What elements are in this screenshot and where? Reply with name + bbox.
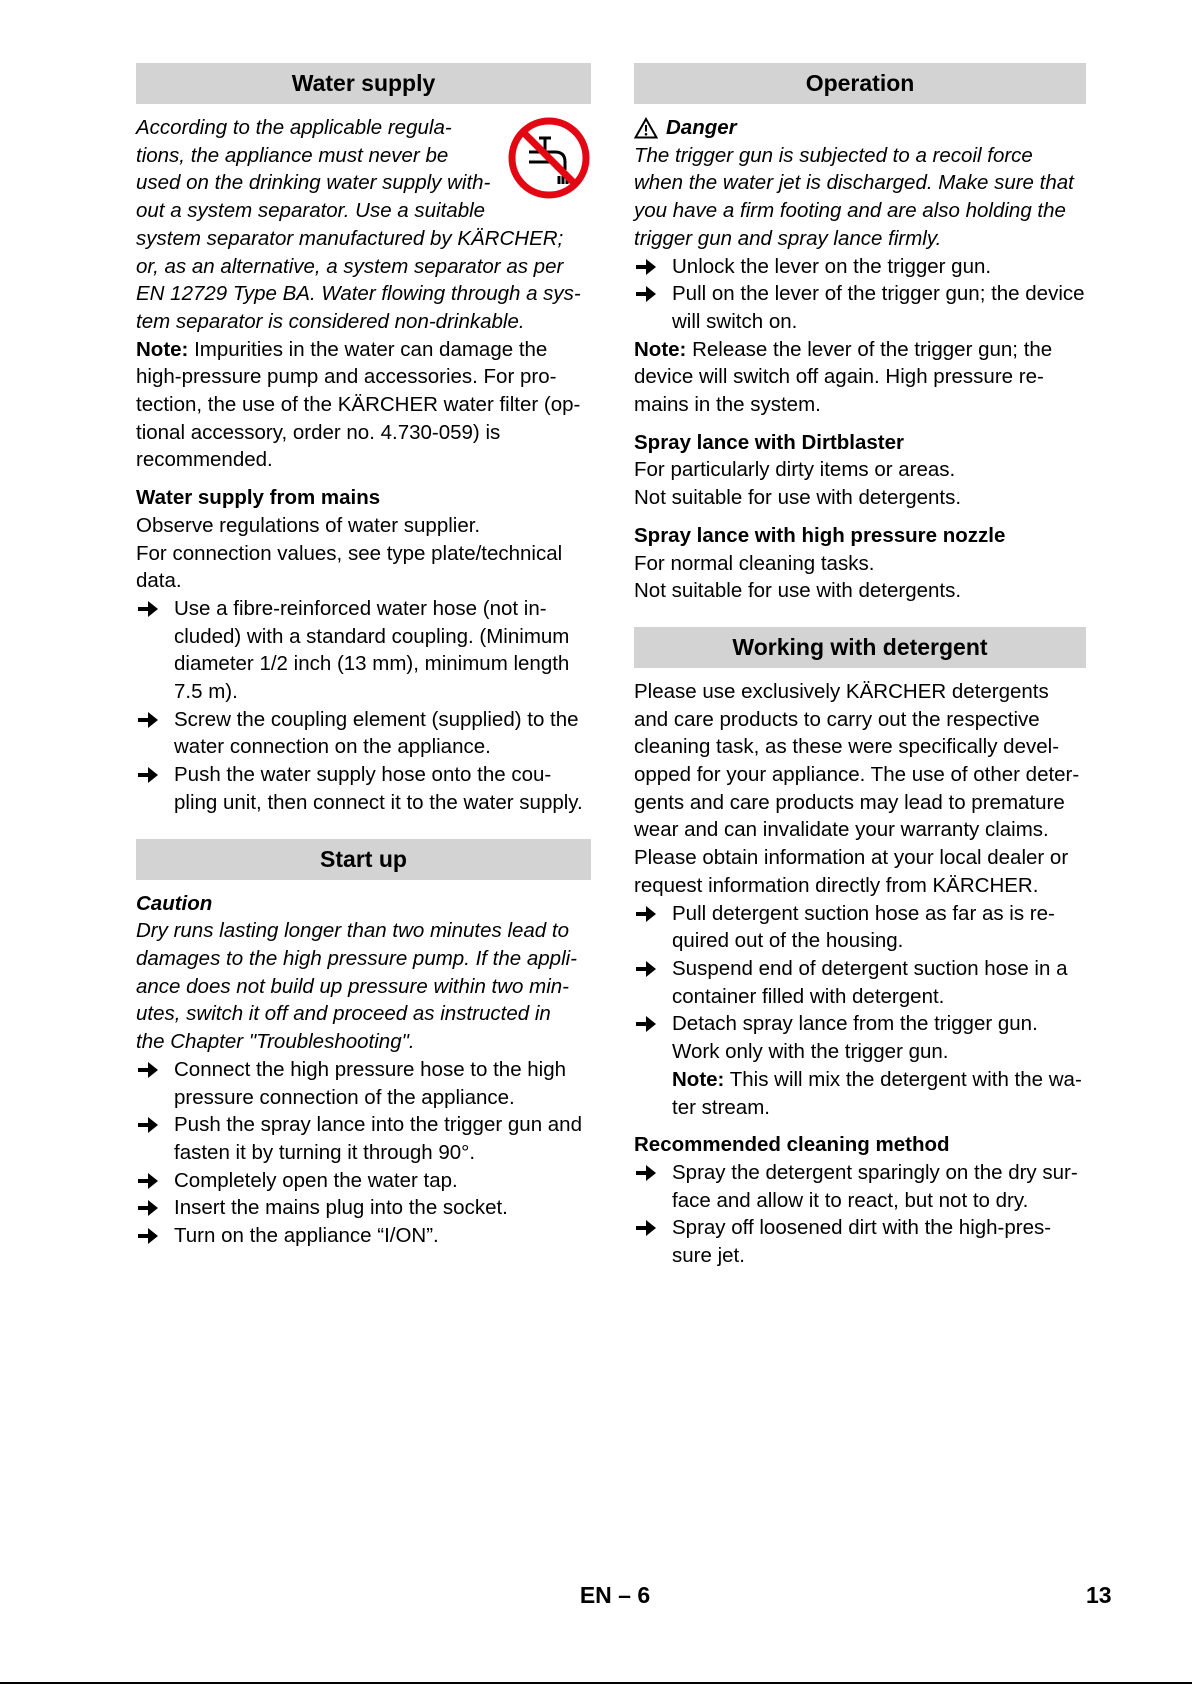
arrow-right-icon	[138, 1116, 158, 1134]
text-line: Push the spray lance into the trigger gun and	[174, 1113, 582, 1137]
text-line: The trigger gun is subjected to a recoil force	[634, 143, 1033, 167]
recommended-subheading: Recommended cleaning method	[634, 1133, 950, 1157]
arrow-right-icon	[138, 711, 158, 729]
text-line: recommended.	[136, 448, 273, 472]
list-item	[634, 1010, 1086, 1121]
text-line: device will switch off again. High pressure re-	[634, 365, 1044, 389]
list-item	[136, 761, 591, 816]
list-item	[136, 706, 591, 761]
text-line: Insert the mains plug into the socket.	[174, 1196, 508, 1220]
text-line: Pull detergent suction hose as far as is re-	[672, 901, 1055, 925]
text-line: quired out of the housing.	[672, 929, 904, 953]
text-line: Dry runs lasting longer than two minutes lead to	[136, 919, 570, 943]
text-line: water connection on the appliance.	[174, 735, 491, 759]
text-line: mains in the system.	[634, 393, 821, 417]
text-line: Release the lever of the trigger gun; the	[686, 337, 1053, 361]
text-line: the Chapter "Troubleshooting".	[136, 1030, 415, 1054]
text-line: cleaning task, as these were specifically devel-	[634, 735, 1060, 759]
text-line: will switch on.	[672, 309, 798, 333]
text-line: tem separator is considered non-drinkable.	[136, 309, 525, 333]
list-item	[634, 253, 1086, 281]
detergent-steps	[634, 900, 1086, 1122]
text-line: ance does not build up pressure within two min-	[136, 974, 570, 998]
text-line: container filled with detergent.	[672, 984, 945, 1008]
text-line: wear and can invalidate your warranty claims.	[634, 818, 1049, 842]
text-line: opped for your appliance. The use of other deter-	[634, 763, 1080, 787]
note-label: Note:	[634, 337, 687, 361]
text-line: pling unit, then connect it to the water supply.	[174, 790, 583, 814]
text-line: and care products to carry out the respective	[634, 707, 1040, 731]
text-line: face and allow it to react, but not to dry.	[672, 1188, 1029, 1212]
operation-steps	[634, 253, 1086, 336]
arrow-right-icon	[636, 1219, 656, 1237]
page-number: 13	[1086, 1582, 1112, 1608]
operation-heading: Operation	[634, 63, 1086, 104]
text-line: used on the drinking water supply with-	[136, 171, 491, 195]
text-line: request information directly from KÄRCHER.	[634, 873, 1039, 897]
text-line: Use a fibre-reinforced water hose (not in-	[174, 596, 547, 620]
text-line: Push the water supply hose onto the cou-	[174, 763, 552, 787]
list-item	[634, 1159, 1086, 1214]
water-supply-note	[136, 336, 591, 475]
warning-triangle-icon	[634, 117, 658, 139]
text-line: Screw the coupling element (supplied) to the	[174, 707, 579, 731]
list-item	[634, 900, 1086, 955]
text-line: Not suitable for use with detergents.	[634, 579, 962, 603]
text-line: Please use exclusively KÄRCHER detergents	[634, 679, 1049, 703]
text-line: you have a firm footing and are also holding the	[634, 199, 1066, 223]
page-label: EN – 6	[579, 1582, 651, 1608]
arrow-right-icon	[138, 1227, 158, 1245]
bottom-rule	[0, 1682, 1192, 1684]
arrow-right-icon	[636, 905, 656, 923]
text-line: According to the applicable regula-	[136, 116, 452, 139]
arrow-right-icon	[636, 1015, 656, 1033]
text-line: cluded) with a standard coupling. (Minimum	[174, 624, 570, 648]
right-column	[634, 63, 1086, 1270]
mains-subheading: Water supply from mains	[136, 486, 381, 510]
arrow-right-icon	[636, 960, 656, 978]
note-label: Note:	[672, 1067, 725, 1091]
note-label: Note:	[136, 337, 189, 361]
text-line: ter stream.	[672, 1095, 770, 1119]
list-item	[136, 1222, 591, 1250]
start-up-steps	[136, 1056, 591, 1250]
water-supply-heading: Water supply	[136, 63, 591, 104]
text-line: For connection values, see type plate/technical	[136, 541, 563, 565]
text-line: Unlock the lever on the trigger gun.	[672, 254, 992, 278]
arrow-right-icon	[138, 766, 158, 784]
text-line: Completely open the water tap.	[174, 1168, 458, 1192]
danger-line	[634, 114, 1086, 142]
dirtblaster-subheading: Spray lance with Dirtblaster	[634, 430, 905, 454]
text-line: data.	[136, 569, 182, 593]
text-line: EN 12729 Type BA. Water flowing through a sys-	[136, 282, 581, 306]
detergent-heading: Working with detergent	[634, 627, 1086, 668]
recommended-steps	[634, 1159, 1086, 1270]
mains-steps	[136, 595, 591, 817]
text-line: Observe regulations of water supplier.	[136, 513, 481, 537]
text-line: pressure connection of the appliance.	[174, 1085, 515, 1109]
text-line: when the water jet is discharged. Make sure that	[634, 171, 1074, 195]
text-line: system separator manufactured by KÄRCHER;	[136, 226, 564, 250]
text-line: fasten it by turning it through 90°.	[174, 1140, 476, 1164]
text-line: 7.5 m).	[174, 680, 238, 704]
list-item	[634, 955, 1086, 1010]
list-item	[634, 1214, 1086, 1269]
text-line: tions, the appliance must never be	[136, 143, 449, 167]
text-line: Detach spray lance from the trigger gun.	[672, 1012, 1038, 1036]
text-line: damages to the high pressure pump. If the appli-	[136, 946, 578, 970]
list-item	[136, 1194, 591, 1222]
text-line: out a system separator. Use a suitable	[136, 199, 486, 223]
danger-label: Danger	[666, 116, 737, 139]
caution-label: Caution	[136, 891, 213, 915]
text-line: tection, the use of the KÄRCHER water filter (op-	[136, 393, 581, 417]
text-line: Turn on the appliance “I/ON”.	[174, 1224, 439, 1248]
arrow-right-icon	[138, 1199, 158, 1217]
arrow-right-icon	[138, 600, 158, 618]
list-item	[136, 1056, 591, 1111]
text-line: diameter 1/2 inch (13 mm), minimum length	[174, 652, 570, 676]
text-line: Not suitable for use with detergents.	[634, 486, 962, 510]
arrow-right-icon	[636, 285, 656, 303]
start-up-heading: Start up	[136, 839, 591, 880]
arrow-right-icon	[138, 1172, 158, 1190]
text-line: gents and care products may lead to premature	[634, 790, 1065, 814]
text-line: Connect the high pressure hose to the high	[174, 1057, 567, 1081]
list-item	[136, 1111, 591, 1166]
arrow-right-icon	[636, 1164, 656, 1182]
arrow-right-icon	[636, 258, 656, 276]
text-line: Impurities in the water can damage the	[188, 337, 548, 361]
text-line: Suspend end of detergent suction hose in a	[672, 956, 1068, 980]
arrow-right-icon	[138, 1061, 158, 1079]
text-line: Spray off loosened dirt with the high-pres-	[672, 1216, 1052, 1240]
list-item	[634, 280, 1086, 335]
text-line: sure jet.	[672, 1244, 745, 1268]
text-line: Work only with the trigger gun.	[672, 1040, 949, 1064]
left-column	[136, 63, 591, 1250]
list-item	[136, 595, 591, 706]
text-line: Spray the detergent sparingly on the dry sur-	[672, 1160, 1078, 1184]
hp-nozzle-subheading: Spray lance with high pressure nozzle	[634, 523, 1006, 547]
text-line: Please obtain information at your local dealer or	[634, 846, 1069, 870]
text-line: utes, switch it off and proceed as instructed in	[136, 1002, 551, 1026]
text-line: tional accessory, order no. 4.730-059) is	[136, 420, 501, 444]
text-line: For normal cleaning tasks.	[634, 551, 875, 575]
list-item	[136, 1167, 591, 1195]
text-line: trigger gun and spray lance firmly.	[634, 226, 942, 250]
text-line: Pull on the lever of the trigger gun; the device	[672, 282, 1085, 306]
text-line: or, as an alternative, a system separator as per	[136, 254, 564, 278]
text-line: high-pressure pump and accessories. For pro-	[136, 365, 557, 389]
text-line: For particularly dirty items or areas.	[634, 458, 956, 482]
text-line: This will mix the detergent with the wa-	[724, 1067, 1082, 1091]
no-drinking-water-sign-icon	[507, 114, 591, 202]
